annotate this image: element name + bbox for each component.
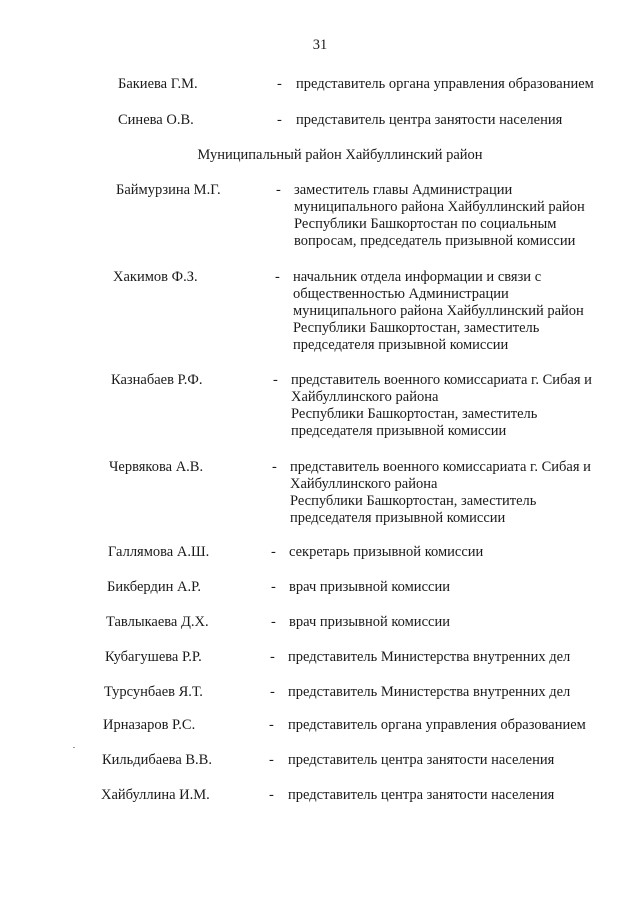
dash: - (275, 269, 280, 285)
scan-speck (73, 747, 75, 748)
person-name: Казнабаев Р.Ф. (111, 372, 203, 388)
person-role: секретарь призывной комиссии (289, 544, 484, 560)
dash: - (269, 787, 274, 803)
person-role: врач призывной комиссии (289, 614, 450, 630)
person-role: представитель центра занятости населения (288, 787, 555, 803)
person-name: Хайбуллина И.М. (101, 787, 210, 803)
person-role: представитель военного комиссариата г. Сибая и Хайбуллинского района Республики Башкортостан, заместитель председателя призывной комиссии (290, 459, 591, 526)
person-name: Кубагушева Р.Р. (105, 649, 202, 665)
person-name: Тавлыкаева Д.Х. (106, 614, 209, 630)
person-role: представитель Министерства внутренних дел (288, 684, 571, 700)
person-role: представитель органа управления образованием (296, 76, 594, 92)
dash: - (271, 544, 276, 560)
person-role: представитель военного комиссариата г. Сибая и Хайбуллинского района Республики Башкортостан, заместитель председателя призывной комиссии (291, 372, 592, 439)
person-name: Хакимов Ф.З. (113, 269, 198, 285)
person-role: представитель центра занятости населения (296, 112, 563, 128)
person-role: представитель Министерства внутренних дел (288, 649, 571, 665)
dash: - (277, 112, 282, 128)
person-name: Бакиева Г.М. (118, 76, 198, 92)
person-name: Галлямова А.Ш. (108, 544, 210, 560)
person-role: представитель органа управления образованием (288, 717, 586, 733)
person-name: Червякова А.В. (109, 459, 204, 475)
dash: - (273, 372, 278, 388)
dash: - (270, 649, 275, 665)
dash: - (277, 76, 282, 92)
dash: - (276, 182, 281, 198)
person-role: начальник отдела информации и связи с общественностью Администрации муниципального района Хайбуллинский район Республики Башкортостан, заместитель председателя призывной комиссии (293, 269, 584, 353)
person-name: Бикбердин А.Р. (107, 579, 201, 595)
section-title: Муниципальный район Хайбуллинский район (197, 147, 483, 163)
dash: - (269, 717, 274, 733)
person-name: Ирназаров Р.С. (103, 717, 196, 733)
person-name: Синева О.В. (118, 112, 194, 128)
person-role: врач призывной комиссии (289, 579, 450, 595)
dash: - (271, 614, 276, 630)
person-name: Баймурзина М.Г. (116, 182, 221, 198)
person-name: Турсунбаев Я.Т. (104, 684, 203, 700)
dash: - (270, 684, 275, 700)
person-name: Кильдибаева В.В. (102, 752, 212, 768)
dash: - (271, 579, 276, 595)
person-role: заместитель главы Администрации муниципального района Хайбуллинский район Республики Башкортостан по социальным вопросам, председатель призывной комиссии (294, 182, 585, 249)
dash: - (272, 459, 277, 475)
person-role: представитель центра занятости населения (288, 752, 555, 768)
page-number: 31 (312, 37, 328, 53)
dash: - (269, 752, 274, 768)
